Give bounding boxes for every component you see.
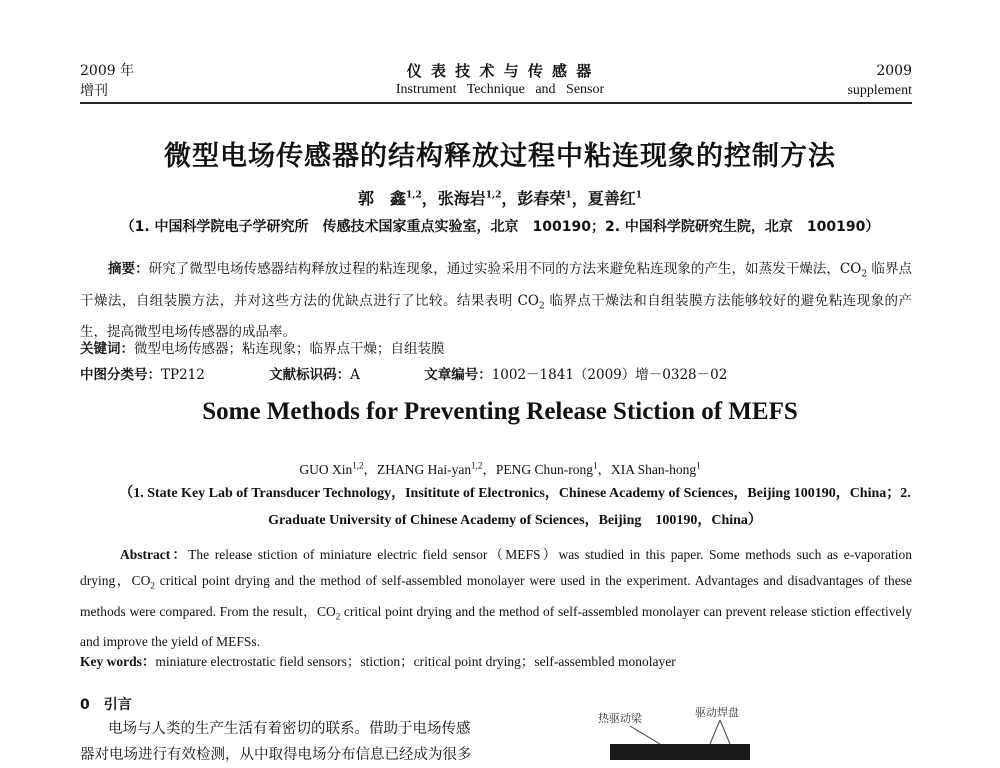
abstract-cn-sub-1: 2 [861, 269, 868, 280]
abstract-cn-text-1: 研究了微型电场传感器结构释放过程的粘连现象，通过实验采用不同的方法来避免粘连现象的产生，如蒸发干燥法，CO [148, 261, 862, 277]
authors-cn [0, 186, 1000, 209]
journal-title-cn: 仪 表 技 术 与 传 感 器 [406, 62, 594, 80]
author-cn-4-sup: 1 [635, 190, 642, 201]
abstract-cn-text-3: 临界点干燥法和自组装膜方法能够较好的避免粘连现象的产生，提高微型电场传感器的成品率。 [80, 292, 912, 341]
article-number-value: 1002－1841（2009）增－0328－02 [491, 367, 728, 383]
author-en-4-sup: 1 [696, 460, 701, 471]
abstract-cn-text-2: 临界点干燥法，自组装膜方法，并对这些方法的优缺点进行了比较。结果表明 CO [80, 261, 912, 309]
doc-code-value: A [350, 367, 360, 383]
abstract-en-sub-2: 2 [335, 611, 341, 622]
abstract-en-text-3: critical point drying and the method of self-assembled monolayer can prevent release stiction effectively and improve the yield of MEFSs. [80, 603, 912, 650]
section-number: 0 [80, 697, 90, 713]
author-en-2: ，ZHANG Hai-yan [363, 462, 472, 477]
header-issue-left: 增刊 [80, 83, 108, 99]
clc-label: 中图分类号： [80, 367, 161, 383]
body-line-1: 电场与人类的生产生活有着密切的联系。借助于电场传感 [108, 721, 471, 737]
abstract-en-sub-1: 2 [150, 580, 155, 591]
keywords-en [80, 650, 912, 670]
author-cn-1-sup: 1,2 [406, 190, 422, 201]
section-title: 引言 [103, 697, 132, 713]
keywords-cn-text: 微型电场传感器；粘连现象；临界点干燥；自组装膜 [134, 341, 445, 357]
author-cn-1: 郭 鑫 [358, 189, 407, 208]
section-heading [80, 694, 132, 714]
abstract-cn-label: 摘要： [108, 261, 149, 277]
author-en-3-sup: 1 [592, 460, 598, 471]
header-year-right: 2009 [876, 63, 912, 79]
header-year-left: 2009 年 [80, 63, 135, 79]
abstract-en [80, 542, 912, 655]
author-cn-3: ，彭春荣 [501, 189, 566, 208]
classification-line [80, 362, 912, 388]
title-cn: 微型电场传感器的结构释放过程中粘连现象的控制方法 [164, 141, 836, 172]
author-en-1-sup: 1,2 [352, 460, 364, 471]
author-cn-2-sup: 1,2 [485, 190, 502, 201]
keywords-en-label: Key words： [80, 654, 156, 669]
header-issue-right: supplement [847, 83, 912, 98]
figure-leader-line-3 [720, 720, 730, 744]
abstract-cn-sub-2: 2 [538, 301, 545, 312]
author-en-2-sup: 1,2 [471, 460, 483, 471]
affiliation-en: （1. State Key Lab of Transducer Technology，Insititute of Electronics，Chinese Academy of Sciences，Beijing 100190，China；2. Graduate University of Chinese Academy of Sciences，Beijing 100190，China） [119, 486, 911, 528]
figure-label-drive-pad: 驱动焊盘 [695, 706, 739, 719]
author-en-1: GUO Xin [299, 462, 353, 477]
figure-label-thermal-beam: 热驱动梁 [598, 712, 642, 725]
doc-code-label: 文献标识码： [269, 367, 351, 383]
body-text [80, 716, 500, 768]
clc-value: TP212 [161, 367, 205, 383]
title-en: Some Methods for Preventing Release Stiction of MEFS [202, 398, 798, 425]
affiliation-cn: （1. 中国科学院电子学研究所 传感技术国家重点实验室，北京 100190；2. 中国科学院研究生院，北京 100190） [120, 219, 880, 235]
author-en-3: ，PENG Chun-rong [482, 462, 593, 477]
abstract-en-label: Abstract： [120, 547, 189, 562]
keywords-cn [80, 336, 912, 362]
figure-leader-line-2 [710, 720, 720, 744]
keywords-en-text: miniature electrostatic field sensors；stiction；critical point drying；self-assembled monolayer [155, 654, 676, 669]
authors-en [0, 458, 1000, 478]
abstract-en-text-1: The release stiction of miniature electric field sensor（MEFS）was studied in this paper. Some methods such as e-vaporation drying，CO [80, 547, 912, 588]
journal-title-en: Instrument Technique and Sensor [395, 82, 605, 97]
figure-fragment [590, 700, 770, 760]
article-number-label: 文章编号： [424, 367, 492, 383]
author-cn-4: ，夏善红 [571, 189, 636, 208]
abstract-en-text-2: critical point drying and the method of self-assembled monolayer were used in the experiment. Advantages and disadvantages of these methods were compared. From the result，CO [80, 573, 913, 619]
figure-leader-line-1 [630, 726, 660, 744]
author-en-4: ，XIA Shan-hong [597, 462, 697, 477]
abstract-cn [80, 256, 912, 345]
figure-image [590, 700, 770, 760]
figure-dark-region [610, 744, 750, 760]
header-rule [80, 102, 912, 104]
author-cn-2: ，张海岩 [421, 189, 486, 208]
body-line-2: 器对电场进行有效检测，从中取得电场分布信息已经成为很多 [80, 747, 472, 763]
author-cn-3-sup: 1 [565, 190, 572, 201]
keywords-cn-label: 关键词： [80, 341, 134, 357]
